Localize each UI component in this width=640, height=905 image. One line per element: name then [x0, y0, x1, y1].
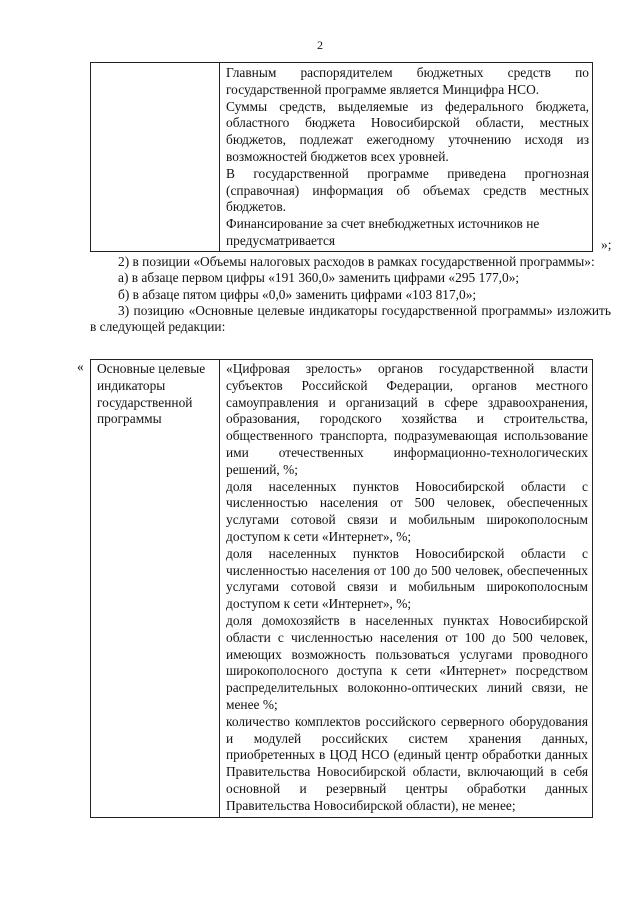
indicator-item: «Цифровая зрелость» органов государственной власти субъектов Российской Федерации, органов местного самоуправления и организаций в сфере здравоохранения, образования, городского хозяйства и строительства, общественного транспорта, подразумевающая использование ими отечественных информационно-технологических решений, %; [226, 361, 588, 477]
indicator-item: доля населенных пунктов Новосибирской области с численностью населения от 100 до 500 человек, обеспеченных услугами сотовой связи и мобильным широкополосным доступом к сети «Интернет», %; [226, 545, 588, 612]
budget-info-table [90, 62, 593, 252]
indicator-item: доля домохозяйств в населенных пунктах Новосибирской области с численностью населения от 100 до 500 человек, имеющих возможность пользоваться услугами проводного широкополосного доступа к сети «Интернет» посредством распределительных волоконно-оптических линий связи, не менее %; [226, 612, 588, 712]
budget-info-empty-cell [91, 63, 220, 252]
budget-paragraph: Финансирование за счет внебюджетных источников не предусматривается [226, 216, 540, 248]
indicator-item: количество комплектов российского серверного оборудования и модулей российских систем хранения данных, приобретенных в ЦОД НСО (единый центр обработки данных Правительства Новосибирской области, включающий в себя основной и резервный центры обработки данных Правительства Новосибирской области), не менее; [226, 713, 588, 813]
amendment-subitem-a: а) в абзаце первом цифры «191 360,0» заменить цифрами «295 177,0»; [118, 270, 520, 286]
amendment-subitem-b: б) в абзаце пятом цифры «0,0» заменить цифрами «103 817,0»; [118, 286, 477, 302]
indicator-item: доля населенных пунктов Новосибирской области с численностью населения от 500 человек, обеспеченных услугами сотовой связи и мобильным широкополосным доступом к сети «Интернет», %; [226, 478, 588, 544]
amendment-item-2: 2) в позиции «Объемы налоговых расходов в рамках государственной программы»: [118, 254, 595, 269]
budget-paragraph: Суммы средств, выделяемые из федерального бюджета, областного бюджета Новосибирской области, местных бюджетов, подлежат ежегодному уточнению исходя из возможностей бюджетов всех уровней. [226, 98, 589, 164]
closing-quote: »; [601, 237, 612, 252]
amendment-text [90, 254, 611, 335]
budget-paragraph: В государственной программе приведена прогнозная (справочная) информация об объемах средств местных бюджетов. [226, 165, 589, 215]
indicators-label: Основные целевые индикаторы государственной программы [97, 361, 206, 427]
page-number: 2 [317, 38, 323, 52]
amendment-item-3: 3) позицию «Основные целевые индикаторы государственной программы» изложить в следующей редакции: [90, 302, 611, 335]
open-quote: « [77, 359, 84, 374]
budget-paragraph: Главным распорядителем бюджетных средств по государственной программе является Минцифра НСО. [226, 65, 589, 97]
indicators-content-cell [220, 360, 593, 818]
indicators-label-cell [91, 360, 220, 818]
budget-info-cell [220, 63, 593, 252]
indicators-table [90, 359, 593, 818]
